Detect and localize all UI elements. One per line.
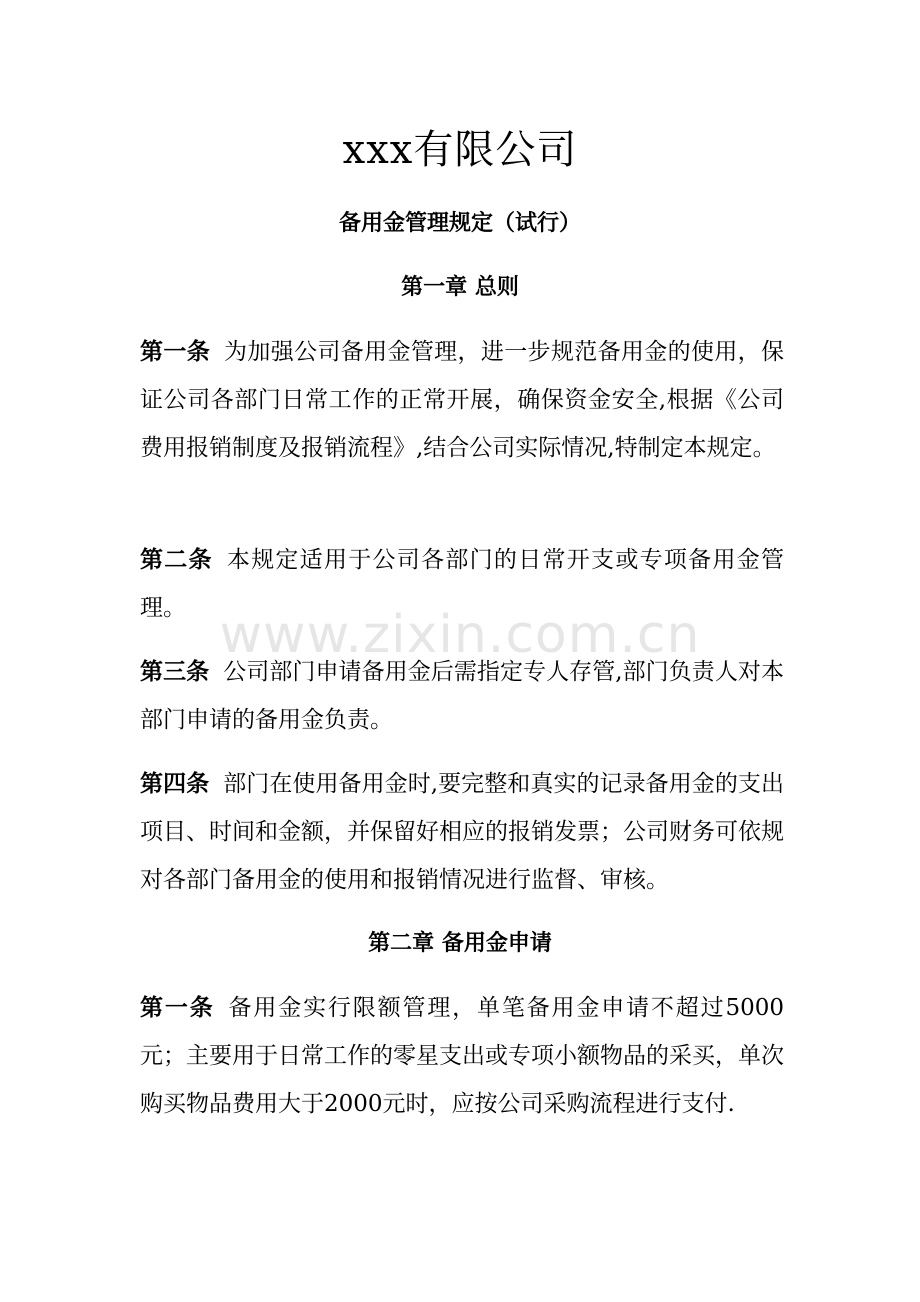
article-text: 为加强公司备用金管理，进一步规范备用金的使用，保证公司各部门日常工作的正常开展，确保资金安全,根据《公司费用报销制度及报销流程》,结合公司实际情况,特制定本规定。: [140, 339, 785, 461]
chapter-heading: 第二章 备用金申请: [368, 931, 552, 956]
company-title: xxx有限公司: [342, 127, 578, 173]
article-number: 第四条: [140, 771, 210, 797]
chapter-heading: 第一章 总则: [401, 275, 519, 300]
article-paragraph: [140, 648, 784, 744]
article-text: 本规定适用于公司各部门的日常开支或专项备用金管理。: [140, 547, 785, 621]
article-number: 第一条: [140, 995, 215, 1021]
article-text: 部门在使用备用金时,要完整和真实的记录备用金的支出项目、时间和金额，并保留好相应的报销发票；公司财务可依规对各部门备用金的使用和报销情况进行监督、审核。: [140, 771, 784, 893]
article-paragraph: [140, 536, 784, 632]
article-number: 第一条: [140, 339, 211, 365]
article-paragraph: [140, 760, 784, 904]
article-text: 公司部门申请备用金后需指定专人存管,部门负责人对本部门申请的备用金负责。: [140, 659, 784, 733]
watermark: www.zixin.com.cn: [219, 605, 701, 665]
article-number: 第三条: [140, 659, 210, 685]
article-text: 备用金实行限额管理，单笔备用金申请不超过5000元；主要用于日常工作的零星支出或专项小额物品的采买，单次购买物品费用大于2000元时，应按公司采购流程进行支付.: [140, 995, 784, 1117]
article-paragraph: [140, 984, 784, 1128]
article-number: 第二条: [140, 547, 213, 573]
document-subtitle: 备用金管理规定（试行）: [338, 211, 581, 236]
article-paragraph: [140, 328, 784, 472]
